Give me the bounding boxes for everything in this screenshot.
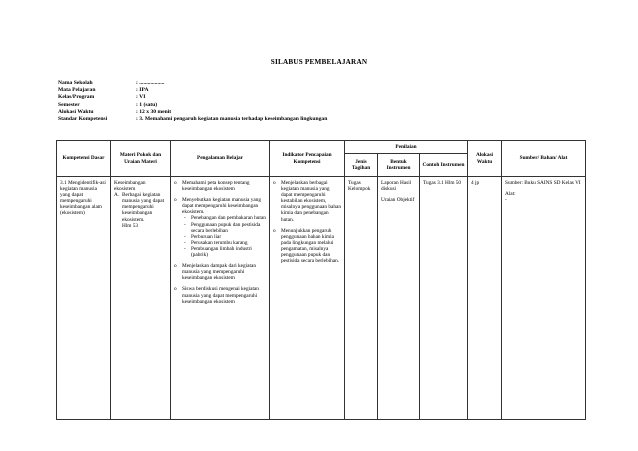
identity-key: Standar Kompetensi: [58, 116, 108, 123]
identity-key: Semester: [58, 101, 80, 108]
materi-point: [114, 192, 167, 222]
cell-jenis: Tugas Kelompok: [345, 177, 378, 420]
learning-subitem-text: Pembuangan limbah industri (pabrik): [191, 245, 252, 259]
learning-activity: [174, 263, 266, 281]
cell-bentuk: [378, 177, 420, 420]
dash-marker: -: [184, 239, 186, 246]
cell-sumber: [502, 177, 586, 420]
learning-subitem: [182, 222, 266, 234]
identity-row: [58, 87, 327, 94]
identity-value: : ..................: [136, 80, 165, 86]
bullet-marker: o: [174, 180, 177, 186]
bentuk-item: Uraian Objektif: [381, 197, 415, 204]
indicator-text: Menjelaskan berbagai kegiatan manusia yang dapat mempengaruhi kestabilan ekosistem, misalnya penggunaan bahan kimia dan penebangan hutan.: [281, 180, 342, 223]
dash-marker: -: [184, 245, 186, 252]
identity-row: [58, 116, 327, 123]
identity-block: [58, 80, 327, 123]
cell-indikator: [270, 177, 345, 420]
page-title: SILABUS PEMBELAJARAN: [270, 58, 368, 66]
sumber-alat-value: -: [505, 197, 507, 204]
dash-marker: -: [184, 221, 186, 228]
sumber-book: Sumber: Buku SAINS SD Kelas VI: [505, 180, 581, 186]
cell-kompetensi-dasar: 3.1 Mengidentifik-asi kegiatan manusia yang dapat mempengaruhi keseimbangan alam (ekosistem): [57, 177, 111, 420]
identity-value: : IPA: [136, 87, 149, 94]
bentuk-item: Laporan Hasil diskusi: [381, 180, 412, 193]
identity-key: Nama Sekolah: [58, 80, 93, 86]
identity-value: : VI: [136, 94, 146, 101]
learning-activity: [174, 197, 266, 215]
bullet-marker: o: [174, 286, 177, 293]
header-materi: Materi Pokok dan Uraian Materi: [111, 141, 171, 177]
header-indikator: Indikator Pencapaian Kompetensi: [270, 141, 345, 177]
indicator-item: [273, 228, 341, 265]
sumber-alat-label: Alat:: [505, 191, 516, 198]
learning-subitem: [182, 246, 266, 258]
cell-contoh: Tugas 3.1 Hlm 50: [420, 177, 468, 420]
identity-key: Kelas/Program: [58, 94, 95, 101]
learning-subitem-text: Penggunaan pupuk dan pestisida secara berlebihan: [191, 221, 261, 234]
syllabus-table: [56, 140, 586, 420]
learning-sublist: [174, 215, 266, 258]
identity-row: [58, 109, 327, 116]
cell-materi: [111, 177, 171, 420]
learning-activity-text: Memahami peta konsep tentang keseimbangan ekosistem: [182, 180, 250, 193]
header-pengalaman: Pengalaman Belajar: [171, 141, 270, 177]
dash-marker: -: [184, 215, 186, 222]
header-kompetensi-dasar: Kompetensi Dasar: [57, 141, 111, 177]
materi-page-ref: Hlm 53: [122, 222, 139, 229]
learning-activity: [174, 286, 266, 304]
header-bentuk: Bentuk Instrumen: [378, 154, 420, 177]
bullet-marker: o: [273, 180, 276, 186]
dash-marker: -: [184, 233, 186, 240]
learning-subitem-text: Perburuan liar: [191, 233, 222, 240]
learning-subitem-text: Perusakan terumbu karang: [191, 239, 248, 246]
indicator-text: Menunjukkan pengaruh penggunaan bahan kimia pada lingkungan melalui pengamatan, misalnya penggunaan pupuk dan pestisida secara berlebihan.: [281, 227, 340, 265]
materi-topic: Keseimbangan ekosistem: [114, 180, 146, 193]
bullet-marker: o: [174, 197, 177, 204]
table-row: [57, 177, 586, 420]
bullet-marker: o: [273, 227, 276, 234]
learning-subitem-text: Penebangan dan pembakaran hutan: [191, 215, 266, 222]
identity-key: Mata Pelajaran: [58, 87, 96, 94]
header-contoh: Contoh Instrumen: [420, 154, 468, 177]
bullet-marker: o: [174, 263, 177, 270]
cell-alokasi: 4 jp: [468, 177, 502, 420]
header-sumber: Sumber/ Bahan/ Alat: [502, 141, 586, 177]
materi-point-marker: A.: [114, 192, 120, 199]
learning-activity-text: Siswa berdiskusi mengenai kegiatan manusia yang dapat mempengaruhi keseimbangan ekosistem: [182, 286, 259, 305]
learning-activity-text: Menyebutkan kegiatan manusia yang dapat mempengaruhi keseimbangan ekosistem.: [182, 197, 261, 216]
identity-row: [58, 94, 327, 101]
header-penilaian: Penilaian: [345, 141, 468, 154]
header-jenis: Jenis Tagihan: [345, 154, 378, 177]
indicator-item: [273, 180, 341, 223]
identity-key: Alokasi Waktu: [58, 108, 94, 115]
learning-activity: [174, 180, 266, 192]
identity-value: : 1 (satu): [136, 101, 158, 108]
learning-activity-text: Menjelaskan dampak dari kegiatan manusia yang mempengaruhi keseimbangan ekosistem: [182, 263, 256, 282]
identity-row: [58, 102, 327, 109]
cell-pengalaman: [171, 177, 270, 420]
materi-point-text: Berbagai kegiatan manusia yang dapat mempengaruhi keseimbangan ekosistem.: [122, 192, 165, 223]
header-alokasi: Alokasi Waktu: [468, 141, 502, 177]
identity-row: [58, 80, 327, 87]
identity-value: : 3. Memahami pengaruh kegiatan manusia terhadap keseimbangan lingkungan: [136, 116, 328, 123]
identity-value: : 12 x 30 menit: [136, 108, 172, 115]
